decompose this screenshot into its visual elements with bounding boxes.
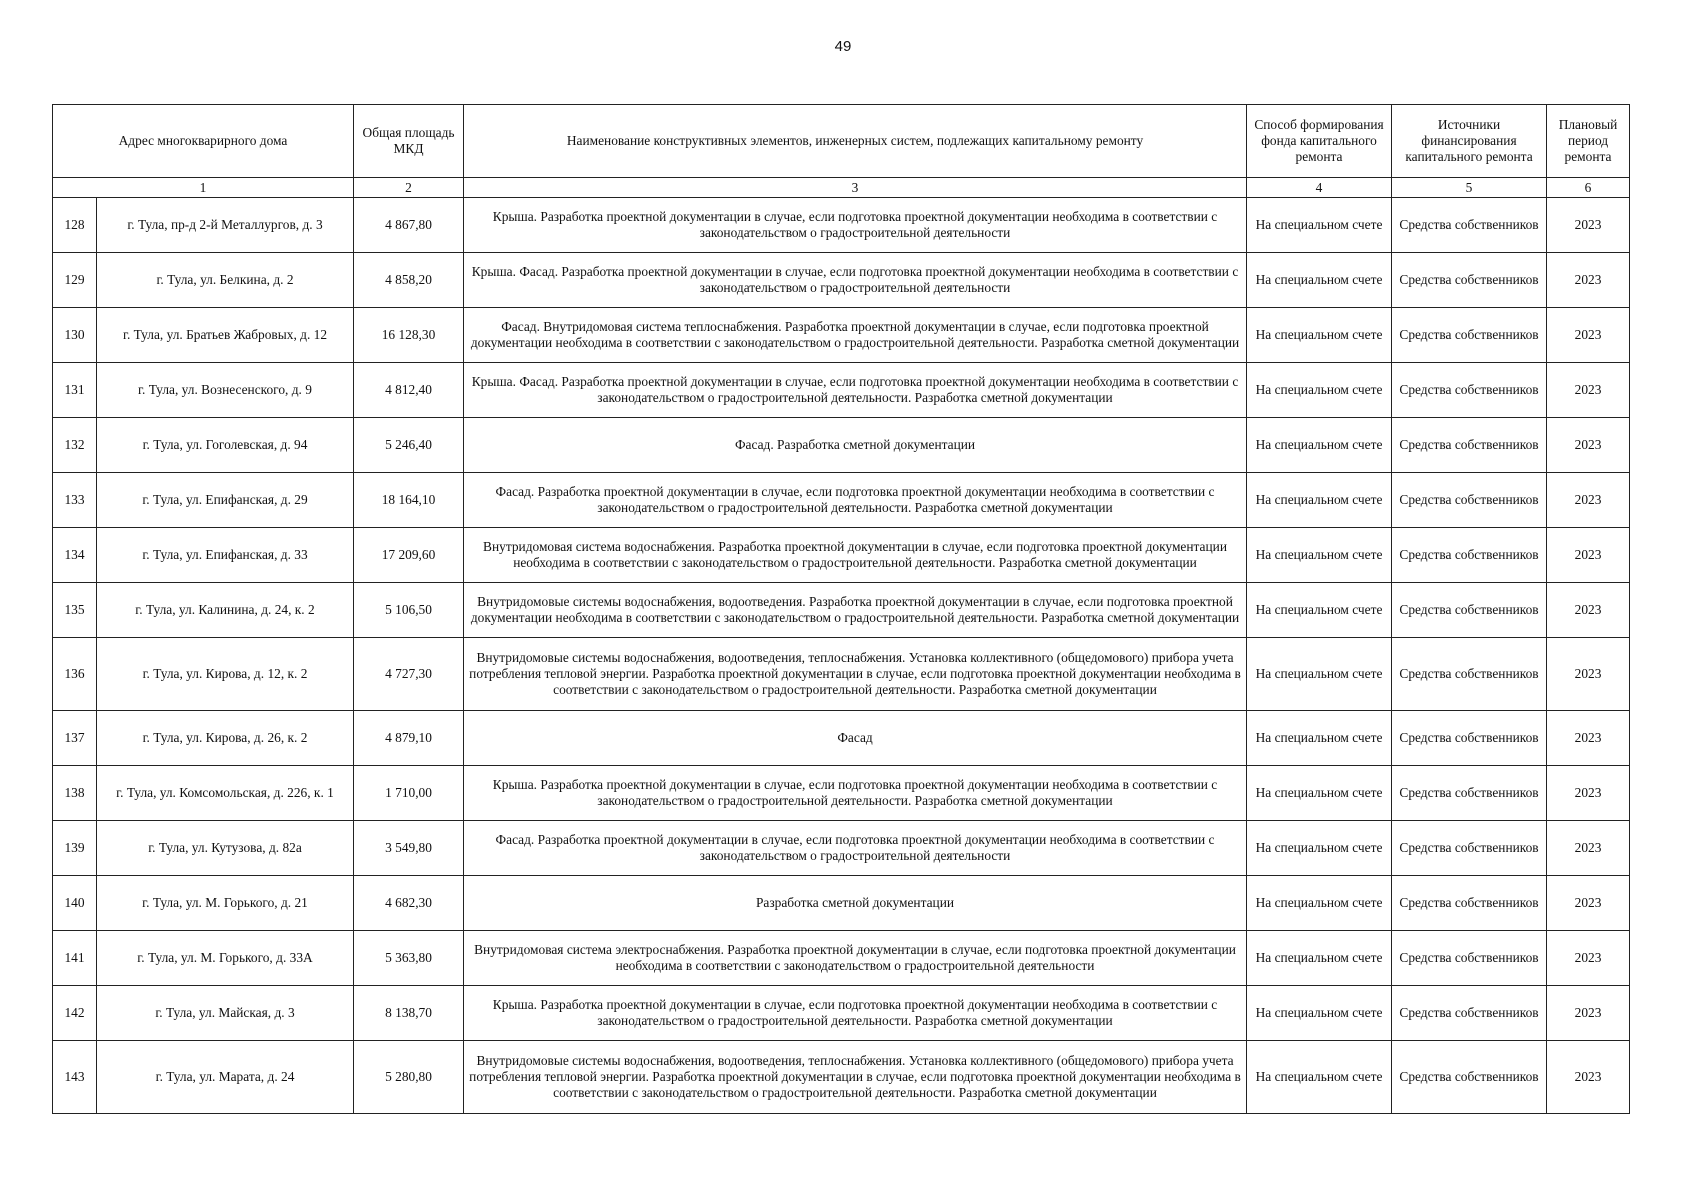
row-funding-source: Средства собственников xyxy=(1392,931,1547,986)
header-address: Адрес многокварирного дома xyxy=(53,105,354,178)
row-address: г. Тула, ул. Майская, д. 3 xyxy=(97,986,354,1041)
row-works: Внутридомовая система водоснабжения. Разработка проектной документации в случае, если подготовка проектной документации необходима в соответствии с законодательством о градостроительной деятельности. Разработка сметной документации xyxy=(464,528,1247,583)
row-period: 2023 xyxy=(1547,418,1630,473)
row-address: г. Тула, ул. Комсомольская, д. 226, к. 1 xyxy=(97,766,354,821)
row-fund-method: На специальном счете xyxy=(1247,766,1392,821)
row-number: 141 xyxy=(53,931,97,986)
row-fund-method: На специальном счете xyxy=(1247,986,1392,1041)
row-fund-method: На специальном счете xyxy=(1247,876,1392,931)
row-number: 130 xyxy=(53,308,97,363)
row-fund-method: На специальном счете xyxy=(1247,711,1392,766)
row-address: г. Тула, ул. М. Горького, д. 33А xyxy=(97,931,354,986)
row-funding-source: Средства собственников xyxy=(1392,876,1547,931)
table-row xyxy=(53,931,1630,986)
capital-repair-table xyxy=(52,104,1630,1114)
row-area: 16 128,30 xyxy=(354,308,464,363)
row-area: 4 682,30 xyxy=(354,876,464,931)
table-row xyxy=(53,473,1630,528)
table-row xyxy=(53,986,1630,1041)
column-number: 4 xyxy=(1247,178,1392,198)
row-works: Внутридомовые системы водоснабжения, водоотведения. Разработка проектной документации в случае, если подготовка проектной документации необходима в соответствии с законодательством о градостроительной деятельности. Разработка сметной документации xyxy=(464,583,1247,638)
row-number: 134 xyxy=(53,528,97,583)
row-fund-method: На специальном счете xyxy=(1247,253,1392,308)
row-fund-method: На специальном счете xyxy=(1247,363,1392,418)
row-address: г. Тула, ул. Братьев Жабровых, д. 12 xyxy=(97,308,354,363)
row-period: 2023 xyxy=(1547,711,1630,766)
row-number: 133 xyxy=(53,473,97,528)
row-funding-source: Средства собственников xyxy=(1392,638,1547,711)
column-number: 3 xyxy=(464,178,1247,198)
column-number: 2 xyxy=(354,178,464,198)
row-address: г. Тула, ул. Калинина, д. 24, к. 2 xyxy=(97,583,354,638)
row-funding-source: Средства собственников xyxy=(1392,766,1547,821)
table-row xyxy=(53,418,1630,473)
row-area: 4 812,40 xyxy=(354,363,464,418)
row-works: Внутридомовая система электроснабжения. Разработка проектной документации в случае, если подготовка проектной документации необходима в соответствии с законодательством о градостроительной деятельности xyxy=(464,931,1247,986)
row-period: 2023 xyxy=(1547,583,1630,638)
row-address: г. Тула, ул. Кутузова, д. 82а xyxy=(97,821,354,876)
row-works: Внутридомовые системы водоснабжения, водоотведения, теплоснабжения. Установка коллективного (общедомового) прибора учета потребления тепловой энергии. Разработка проектной документации в случае, если подготовка проектной документации необходима в соответствии с законодательством о градостроительной деятельности. Разработка сметной документации xyxy=(464,1041,1247,1114)
row-number: 132 xyxy=(53,418,97,473)
row-address: г. Тула, ул. Вознесенского, д. 9 xyxy=(97,363,354,418)
row-funding-source: Средства собственников xyxy=(1392,418,1547,473)
row-funding-source: Средства собственников xyxy=(1392,1041,1547,1114)
header-area: Общая площадь МКД xyxy=(354,105,464,178)
row-funding-source: Средства собственников xyxy=(1392,198,1547,253)
row-works: Крыша. Разработка проектной документации в случае, если подготовка проектной документации необходима в соответствии с законодательством о градостроительной деятельности. Разработка сметной документации xyxy=(464,766,1247,821)
row-period: 2023 xyxy=(1547,253,1630,308)
row-fund-method: На специальном счете xyxy=(1247,198,1392,253)
row-number: 128 xyxy=(53,198,97,253)
row-number: 129 xyxy=(53,253,97,308)
row-funding-source: Средства собственников xyxy=(1392,528,1547,583)
header-fund-method: Способ формирования фонда капитального ремонта xyxy=(1247,105,1392,178)
row-number: 140 xyxy=(53,876,97,931)
row-period: 2023 xyxy=(1547,821,1630,876)
row-funding-source: Средства собственников xyxy=(1392,308,1547,363)
table-row xyxy=(53,363,1630,418)
row-number: 139 xyxy=(53,821,97,876)
column-number: 5 xyxy=(1392,178,1547,198)
row-period: 2023 xyxy=(1547,986,1630,1041)
row-area: 1 710,00 xyxy=(354,766,464,821)
column-number: 6 xyxy=(1547,178,1630,198)
row-works: Фасад xyxy=(464,711,1247,766)
row-funding-source: Средства собственников xyxy=(1392,253,1547,308)
table-row xyxy=(53,1041,1630,1114)
table-row xyxy=(53,876,1630,931)
row-works: Крыша. Разработка проектной документации в случае, если подготовка проектной документации необходима в соответствии с законодательством о градостроительной деятельности. Разработка сметной документации xyxy=(464,986,1247,1041)
row-address: г. Тула, ул. Марата, д. 24 xyxy=(97,1041,354,1114)
row-funding-source: Средства собственников xyxy=(1392,821,1547,876)
table-row xyxy=(53,308,1630,363)
row-works: Разработка сметной документации xyxy=(464,876,1247,931)
row-funding-source: Средства собственников xyxy=(1392,986,1547,1041)
row-period: 2023 xyxy=(1547,528,1630,583)
row-period: 2023 xyxy=(1547,198,1630,253)
row-address: г. Тула, ул. Епифанская, д. 33 xyxy=(97,528,354,583)
row-area: 4 879,10 xyxy=(354,711,464,766)
row-address: г. Тула, ул. Кирова, д. 26, к. 2 xyxy=(97,711,354,766)
row-period: 2023 xyxy=(1547,876,1630,931)
row-works: Фасад. Внутридомовая система теплоснабжения. Разработка проектной документации в случае, если подготовка проектной документации необходима в соответствии с законодательством о градостроительной деятельности. Разработка сметной документации xyxy=(464,308,1247,363)
row-address: г. Тула, пр-д 2-й Металлургов, д. 3 xyxy=(97,198,354,253)
row-period: 2023 xyxy=(1547,766,1630,821)
row-area: 3 549,80 xyxy=(354,821,464,876)
row-area: 4 858,20 xyxy=(354,253,464,308)
row-number: 135 xyxy=(53,583,97,638)
row-fund-method: На специальном счете xyxy=(1247,638,1392,711)
row-area: 18 164,10 xyxy=(354,473,464,528)
header-period: Плановый период ремонта xyxy=(1547,105,1630,178)
row-fund-method: На специальном счете xyxy=(1247,528,1392,583)
row-area: 5 280,80 xyxy=(354,1041,464,1114)
table-row xyxy=(53,711,1630,766)
row-area: 5 106,50 xyxy=(354,583,464,638)
row-works: Крыша. Фасад. Разработка проектной документации в случае, если подготовка проектной документации необходима в соответствии с законодательством о градостроительной деятельности xyxy=(464,253,1247,308)
row-fund-method: На специальном счете xyxy=(1247,308,1392,363)
row-area: 4 867,80 xyxy=(354,198,464,253)
column-number-row xyxy=(53,178,1630,198)
row-area: 4 727,30 xyxy=(354,638,464,711)
row-address: г. Тула, ул. Белкина, д. 2 xyxy=(97,253,354,308)
row-number: 136 xyxy=(53,638,97,711)
table-row xyxy=(53,198,1630,253)
row-period: 2023 xyxy=(1547,308,1630,363)
row-period: 2023 xyxy=(1547,638,1630,711)
row-fund-method: На специальном счете xyxy=(1247,931,1392,986)
row-area: 8 138,70 xyxy=(354,986,464,1041)
row-works: Крыша. Фасад. Разработка проектной документации в случае, если подготовка проектной документации необходима в соответствии с законодательством о градостроительной деятельности. Разработка сметной документации xyxy=(464,363,1247,418)
row-works: Фасад. Разработка проектной документации в случае, если подготовка проектной документации необходима в соответствии с законодательством о градостроительной деятельности xyxy=(464,821,1247,876)
row-area: 5 363,80 xyxy=(354,931,464,986)
row-works: Внутридомовые системы водоснабжения, водоотведения, теплоснабжения. Установка коллективного (общедомового) прибора учета потребления тепловой энергии. Разработка проектной документации в случае, если подготовка проектной документации необходима в соответствии с законодательством о градостроительной деятельности. Разработка сметной документации xyxy=(464,638,1247,711)
row-area: 17 209,60 xyxy=(354,528,464,583)
row-address: г. Тула, ул. Кирова, д. 12, к. 2 xyxy=(97,638,354,711)
row-fund-method: На специальном счете xyxy=(1247,1041,1392,1114)
row-address: г. Тула, ул. Гоголевская, д. 94 xyxy=(97,418,354,473)
table-row xyxy=(53,528,1630,583)
row-number: 137 xyxy=(53,711,97,766)
row-period: 2023 xyxy=(1547,473,1630,528)
table-row xyxy=(53,766,1630,821)
header-row xyxy=(53,105,1630,178)
row-address: г. Тула, ул. Епифанская, д. 29 xyxy=(97,473,354,528)
row-funding-source: Средства собственников xyxy=(1392,363,1547,418)
row-period: 2023 xyxy=(1547,363,1630,418)
row-works: Фасад. Разработка сметной документации xyxy=(464,418,1247,473)
row-number: 138 xyxy=(53,766,97,821)
header-works: Наименование конструктивных элементов, инженерных систем, подлежащих капитальному ремонту xyxy=(464,105,1247,178)
row-number: 143 xyxy=(53,1041,97,1114)
row-address: г. Тула, ул. М. Горького, д. 21 xyxy=(97,876,354,931)
row-works: Крыша. Разработка проектной документации в случае, если подготовка проектной документации необходима в соответствии с законодательством о градостроительной деятельности xyxy=(464,198,1247,253)
row-period: 2023 xyxy=(1547,1041,1630,1114)
row-fund-method: На специальном счете xyxy=(1247,821,1392,876)
row-fund-method: На специальном счете xyxy=(1247,418,1392,473)
row-number: 131 xyxy=(53,363,97,418)
row-fund-method: На специальном счете xyxy=(1247,473,1392,528)
page-number: 49 xyxy=(834,38,852,55)
header-funding-source: Источники финансирования капитального ремонта xyxy=(1392,105,1547,178)
table-row xyxy=(53,583,1630,638)
row-funding-source: Средства собственников xyxy=(1392,711,1547,766)
row-area: 5 246,40 xyxy=(354,418,464,473)
table-row xyxy=(53,253,1630,308)
table-row xyxy=(53,821,1630,876)
row-works: Фасад. Разработка проектной документации в случае, если подготовка проектной документации необходима в соответствии с законодательством о градостроительной деятельности. Разработка сметной документации xyxy=(464,473,1247,528)
row-period: 2023 xyxy=(1547,931,1630,986)
table-row xyxy=(53,638,1630,711)
row-fund-method: На специальном счете xyxy=(1247,583,1392,638)
row-funding-source: Средства собственников xyxy=(1392,583,1547,638)
row-number: 142 xyxy=(53,986,97,1041)
column-number: 1 xyxy=(53,178,354,198)
row-funding-source: Средства собственников xyxy=(1392,473,1547,528)
